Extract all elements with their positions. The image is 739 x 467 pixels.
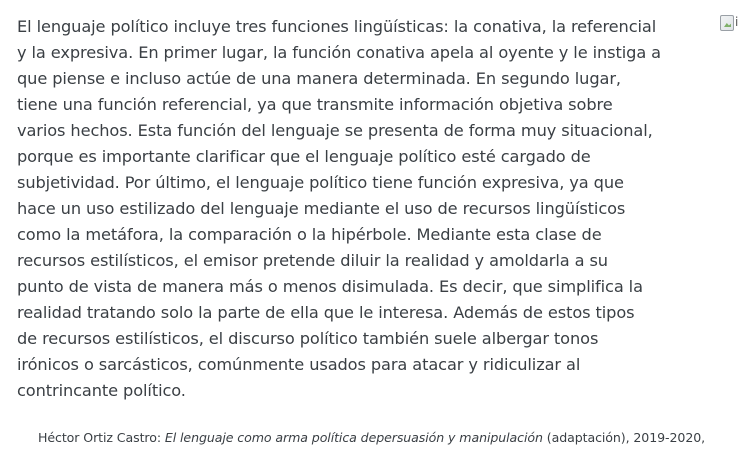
paragraph-line: recursos estilísticos, el emisor pretende diluir la realidad y amoldarla a su (17, 251, 608, 270)
paragraph-line: El lenguaje político incluye tres funciones lingüísticas: la conativa, la referencial (17, 17, 657, 36)
paragraph-line: realidad tratando solo la parte de ella que le interesa. Además de estos tipos (17, 303, 635, 322)
citation-note: (adaptación), 2019-2020, (542, 430, 706, 445)
paragraph-line: que piense e incluso actúe de una manera determinada. En segundo lugar, (17, 69, 621, 88)
paragraph-line: punto de vista de manera más o menos disimulada. Es decir, que simplifica la (17, 277, 643, 296)
paragraph-line: contrincante político. (17, 381, 186, 400)
paragraph-line: tiene una función referencial, ya que transmite información objetiva sobre (17, 95, 613, 114)
paragraph-line: y la expresiva. En primer lugar, la función conativa apela al oyente y le instiga a (17, 43, 661, 62)
paragraph-line: varios hechos. Esta función del lenguaje se presenta de forma muy situacional, (17, 121, 653, 140)
broken-image-icon (720, 15, 734, 31)
citation-author: Héctor Ortiz Castro: (38, 430, 165, 445)
paragraph-line: como la metáfora, la comparación o la hipérbole. Mediante esta clase de (17, 225, 602, 244)
paragraph-line: porque es importante clarificar que el lenguaje político esté cargado de (17, 147, 591, 166)
paragraph-line: hace un uso estilizado del lenguaje mediante el uso de recursos lingüísticos (17, 199, 626, 218)
broken-image (720, 15, 739, 37)
image-alt-text: i (735, 15, 739, 29)
paragraph-line: subjetividad. Por último, el lenguaje político tiene función expresiva, ya que (17, 173, 624, 192)
body-paragraph (17, 14, 661, 404)
citation-title: El lenguaje como arma política depersuasión y manipulación (164, 430, 543, 445)
paragraph-line: de recursos estilísticos, el discurso político también suele albergar tonos (17, 329, 599, 348)
paragraph-line: irónicos o sarcásticos, comúnmente usados para atacar y ridiculizar al (17, 355, 581, 374)
citation (38, 429, 705, 447)
